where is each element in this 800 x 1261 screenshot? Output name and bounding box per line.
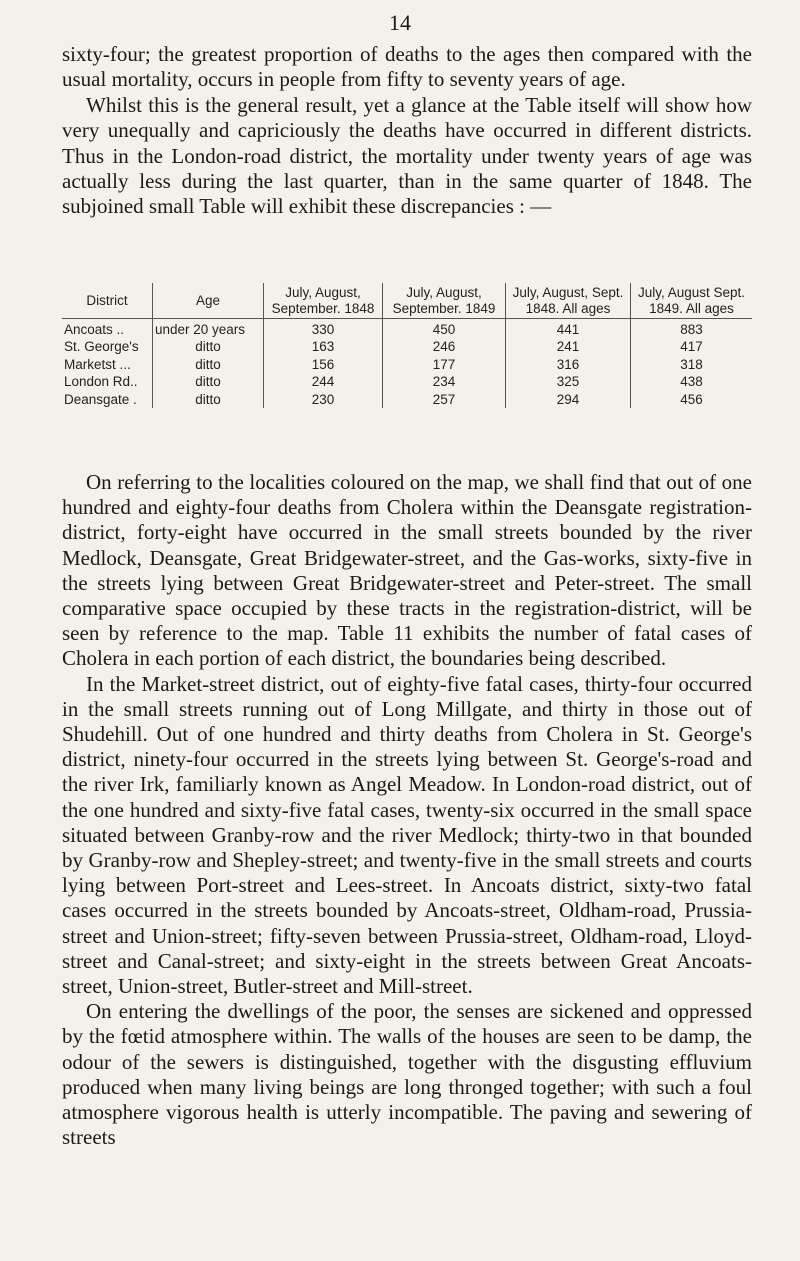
cell-value: 234	[383, 373, 506, 390]
header-1849-quarter: July, August, September. 1849	[383, 283, 506, 319]
table-row	[62, 338, 752, 355]
cell-value: 441	[506, 319, 631, 339]
cell-value: 417	[631, 338, 753, 355]
cell-value: 456	[631, 391, 753, 408]
cell-value: 230	[264, 391, 383, 408]
cell-district: London Rd..	[64, 374, 138, 390]
cell-age: under 20 years	[153, 319, 264, 339]
cell-value: 316	[506, 356, 631, 373]
cell-value: 330	[264, 319, 383, 339]
cell-value: 156	[264, 356, 383, 373]
header-1848-quarter: July, August, September. 1848	[264, 283, 383, 319]
page-number: 14	[389, 10, 411, 35]
cell-value: 883	[631, 319, 753, 339]
cell-value: 241	[506, 338, 631, 355]
cell-value: 257	[383, 391, 506, 408]
body-paragraph-3: On entering the dwellings of the poor, the senses are sickened and oppressed by the fœtid atmosphere within. The walls of the houses are seen to be damp, the odour of the sewers is distinguished, together with the disgusting effluvium produced when many living beings are long thronged together; with such a foul atmosphere vigorous health is utterly incompatible. The paving and sewering of streets	[62, 999, 752, 1150]
cell-value: 294	[506, 391, 631, 408]
body-text	[62, 470, 752, 1150]
header-age: Age	[153, 283, 264, 319]
cell-age: ditto	[153, 391, 264, 408]
cell-value: 177	[383, 356, 506, 373]
cell-district: Marketst ...	[64, 356, 131, 372]
cell-value: 450	[383, 319, 506, 339]
body-paragraph-1: On referring to the localities coloured on the map, we shall find that out of one hundred and eighty-four deaths from Cholera within the Deansgate registration-district, forty-eight have occurred in the small streets bounded by the river Medlock, Deansgate, Great Bridgewater-street, and the Gas-works, sixty-five in the streets lying between Great Bridgewater-street and Peter-street. The small comparative space occupied by these tracts in the registration-district, will be seen by reference to the map. Table 11 exhibits the number of fatal cases of Cholera in each portion of each district, the boundaries being described.	[62, 470, 752, 671]
cell-district: St. George's	[64, 339, 139, 355]
intro-text	[62, 42, 752, 220]
table-row	[62, 373, 752, 390]
cell-age: ditto	[153, 338, 264, 355]
cell-value: 325	[506, 373, 631, 390]
cell-district: Ancoats ..	[64, 322, 125, 337]
header-1848-all-ages: July, August, Sept. 1848. All ages	[506, 283, 631, 319]
cell-value: 163	[264, 338, 383, 355]
table-header-row	[62, 283, 752, 319]
cell-age: ditto	[153, 373, 264, 390]
cell-value: 438	[631, 373, 753, 390]
intro-paragraph-1: sixty-four; the greatest proportion of deaths to the ages then compared with the usual mortality, occurs in people from fifty to seventy years of age.	[62, 42, 752, 92]
cell-value: 318	[631, 356, 753, 373]
body-paragraph-2: In the Market-street district, out of eighty-five fatal cases, thirty-four occurred in the small streets running out of Long Millgate, and thirty in those out of Shudehill. Out of one hundred and thirty deaths from Cholera in St. George's district, ninety-four occurred in the streets lying between St. George's-road and the river Irk, familiarly known as Angel Meadow. In London-road district, out of the one hundred and sixty-five fatal cases, twenty-six occurred in the small space situated between Granby-row and the river Medlock; thirty-two in that bounded by Granby-row and Shepley-street; and twenty-five in the small streets and courts lying between Port-street and Lees-street. In Ancoats district, sixty-two fatal cases occurred in the streets bounded by Ancoats-street, Oldham-road, Prussia-street and Union-street; fifty-seven between Prussia-street, Oldham-road, Lloyd-street and Canal-street; and sixty-eight in the streets between Great Ancoats-street, Union-street, Butler-street and Mill-street.	[62, 671, 752, 999]
intro-paragraph-2: Whilst this is the general result, yet a glance at the Table itself will show how very unequally and capriciously the deaths have occurred in different districts. Thus in the London-road district, the mortality under twenty years of age was actually less during the last quarter, than in the same quarter of 1848. The subjoined small Table will exhibit these discrepancies : —	[62, 92, 752, 219]
table-row	[62, 391, 752, 408]
header-district: District	[62, 283, 153, 319]
cell-district: Deansgate .	[64, 391, 137, 407]
cell-value: 246	[383, 338, 506, 355]
cell-age: ditto	[153, 356, 264, 373]
table-row	[62, 319, 752, 339]
mortality-table	[62, 283, 752, 408]
cell-value: 244	[264, 373, 383, 390]
header-1849-all-ages: July, August Sept. 1849. All ages	[631, 283, 753, 319]
table-row	[62, 356, 752, 373]
